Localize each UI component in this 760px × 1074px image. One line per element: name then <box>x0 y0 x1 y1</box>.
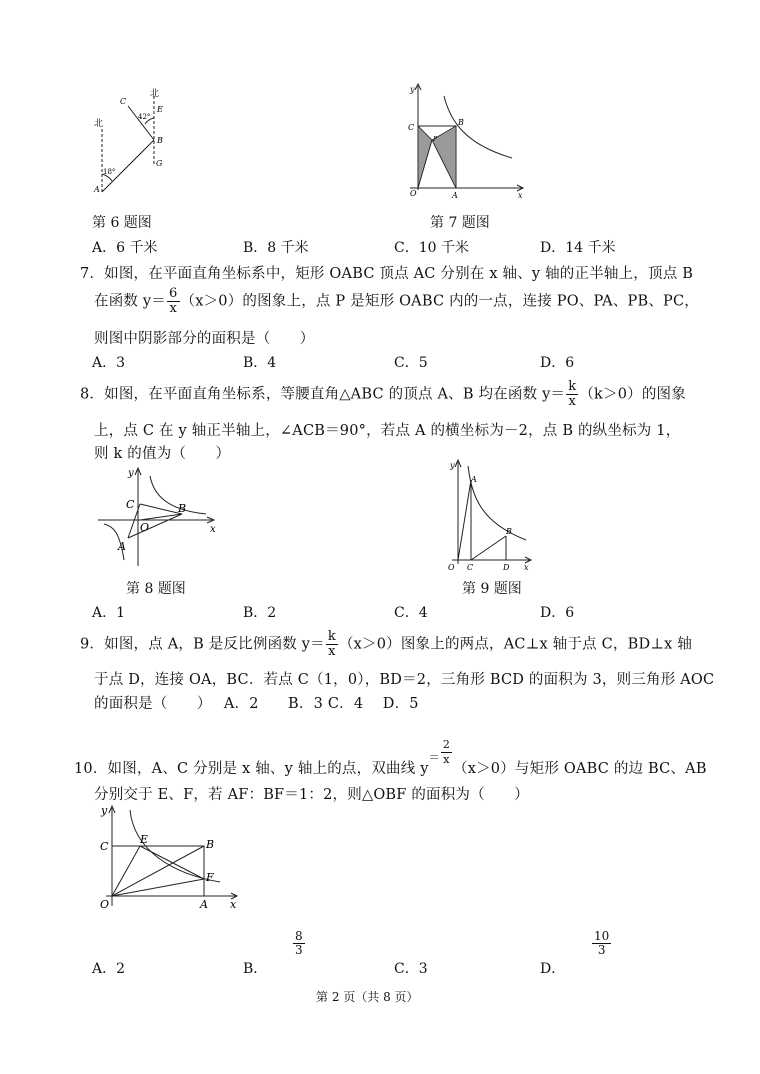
q10-option-d-den: 3 <box>597 943 606 957</box>
fig7-label-p: P <box>433 136 438 143</box>
q10-fraction-den: x <box>443 753 450 766</box>
fig10-label-x: x <box>230 898 237 911</box>
fig7-label-y: y <box>410 85 415 94</box>
fig10-label-f: F <box>206 871 214 884</box>
q10-line-2: 分别交于 E、F，若 AF：BF＝1：2，则△OBF 的面积为（ ） <box>94 787 529 803</box>
fig9-label-x: x <box>524 563 529 572</box>
fig7-label-o: O <box>410 189 417 198</box>
fig6-north-right: 北 <box>150 89 160 99</box>
q10-line-1 <box>74 738 707 778</box>
q8-fraction-den: x <box>568 394 577 409</box>
fig10-label-c: C <box>100 840 109 853</box>
q7-fraction-den: x <box>169 301 178 316</box>
fig6-angle-42: 42° <box>138 113 151 121</box>
q7-fraction <box>167 287 179 316</box>
q6-option-a: A．6 千米 <box>92 240 158 256</box>
q6-option-d: D．14 千米 <box>540 240 616 256</box>
q8-fraction <box>566 380 578 409</box>
page-footer: 第 2 页（共 8 页） <box>316 990 419 1004</box>
q10-option-b-fraction <box>293 930 305 957</box>
q9-fraction <box>326 630 338 659</box>
q10-option-b: B． <box>243 961 268 977</box>
fig6-angle-18: 18° <box>103 168 116 176</box>
figure-7 <box>400 80 530 210</box>
q9-fraction-den: x <box>328 644 336 659</box>
q10-option-b-den: 3 <box>295 943 303 957</box>
fig6-label-c: C <box>120 97 127 106</box>
fig6-label-b: B <box>157 136 163 145</box>
q8-line-1-post: （k＞0）的图象 <box>579 386 686 403</box>
figure-8 <box>94 462 224 572</box>
q10-line-1-pre: 10．如图，A、C 分别是 x 轴、y 轴上的点，双曲线 y <box>74 761 429 777</box>
q10-option-d-num: 10 <box>594 929 610 943</box>
fig10-label-a: A <box>200 898 208 911</box>
q8-option-d: D．6 <box>540 605 575 621</box>
q10-eq-sign: ＝ <box>428 751 440 764</box>
fig8-label-c: C <box>126 498 135 511</box>
fig10-label-e: E <box>140 833 149 846</box>
fig6-label-g: G <box>156 159 163 168</box>
q9-line-2: 于点 D，连接 OA，BC．若点 C（1，0），BD＝2，三角形 BCD 的面积为 3，则三角形 AOC <box>94 672 715 688</box>
q10-fraction <box>441 738 452 767</box>
q6-option-c: C．10 千米 <box>394 240 469 256</box>
fig9-label-o: O <box>448 563 455 572</box>
figure-9 <box>444 456 534 572</box>
fig8-label-y: y <box>128 468 134 479</box>
fig9-label-d: D <box>503 563 510 572</box>
fig6-caption: 第 6 题图 <box>92 215 152 231</box>
fig8-label-x: x <box>210 524 216 535</box>
q9-fraction-num: k <box>327 629 336 644</box>
fig8-label-a: A <box>118 540 126 553</box>
figure-6 <box>88 88 178 198</box>
q8-line-3: 则 k 的值为（ ） <box>94 446 231 462</box>
q8-line-1 <box>80 380 686 409</box>
q10-fraction-num: 2 <box>442 738 451 751</box>
q8-option-a: A．1 <box>92 605 126 621</box>
fig7-label-x: x <box>518 191 523 200</box>
q8-option-b: B．2 <box>243 605 277 621</box>
fig6-label-e: E <box>157 105 163 114</box>
fig9-label-b: B <box>506 527 512 536</box>
q8-line-2: 上，点 C 在 y 轴正半轴上，∠ACB＝90°，若点 A 的横坐标为－2，点 B 的纵坐标为 1， <box>94 423 681 439</box>
fig8-label-o: O <box>140 521 150 534</box>
q10-option-d-fraction <box>592 930 611 957</box>
fig6-north-left: 北 <box>94 119 104 129</box>
q8-line-1-pre: 8．如图，在平面直角坐标系，等腰直角△ABC 的顶点 A、B 均在函数 y＝ <box>80 386 566 403</box>
q7-option-c: C．5 <box>394 355 428 371</box>
fig9-label-a: A <box>471 475 477 484</box>
fig7-caption: 第 7 题图 <box>430 215 490 231</box>
q10-option-a: A．2 <box>92 961 126 977</box>
fig7-label-b: B <box>458 118 464 127</box>
q10-option-d: D． <box>540 961 566 977</box>
q10-line-1-post: （x＞0）与矩形 OABC 的边 BC、AB <box>453 761 707 777</box>
fig10-label-y: y <box>101 804 108 817</box>
fig8-label-b: B <box>178 502 187 515</box>
q6-option-b: B．8 千米 <box>243 240 309 256</box>
q9-line-1-pre: 9．如图，点 A，B 是反比例函数 y＝ <box>80 636 325 653</box>
fig10-label-b: B <box>206 838 215 851</box>
fig9-label-y: y <box>450 461 455 470</box>
q7-line-3: 则图中阴影部分的面积是（ ） <box>94 331 315 347</box>
q7-line-2 <box>94 287 699 316</box>
q7-line-2-pre: 在函数 y＝ <box>94 293 167 310</box>
q7-line-1: 7．如图，在平面直角坐标系中，矩形 OABC 顶点 AC 分别在 x 轴、y 轴的正半轴上，顶点 B <box>80 266 694 282</box>
fig9-caption: 第 9 题图 <box>462 581 522 597</box>
q8-fraction-num: k <box>568 379 577 394</box>
q9-line-1-post: （x＞0）图象上的两点，AC⊥x 轴于点 C，BD⊥x 轴 <box>338 636 693 653</box>
q7-option-a: A．3 <box>92 355 126 371</box>
q9-line-1 <box>80 630 692 659</box>
fig9-label-c: C <box>467 563 474 572</box>
q9-line-3: 的面积是（ ） A．2 B．3 C．4 D．5 <box>94 696 419 712</box>
q7-fraction-num: 6 <box>169 286 178 301</box>
q10-option-c: C．3 <box>394 961 428 977</box>
fig7-label-c: C <box>408 123 415 132</box>
q10-option-b-num: 8 <box>295 929 303 943</box>
q7-option-b: B．4 <box>243 355 277 371</box>
fig8-caption: 第 8 题图 <box>126 581 186 597</box>
fig6-label-a: A <box>94 185 100 194</box>
figure-10 <box>92 800 252 912</box>
q7-option-d: D．6 <box>540 355 575 371</box>
fig10-label-o: O <box>100 898 110 911</box>
q7-line-2-post: （x＞0）的图象上，点 P 是矩形 OABC 内的一点，连接 PO、PA、PB、PC， <box>180 293 699 310</box>
q8-option-c: C．4 <box>394 605 428 621</box>
fig7-label-a: A <box>452 191 458 200</box>
